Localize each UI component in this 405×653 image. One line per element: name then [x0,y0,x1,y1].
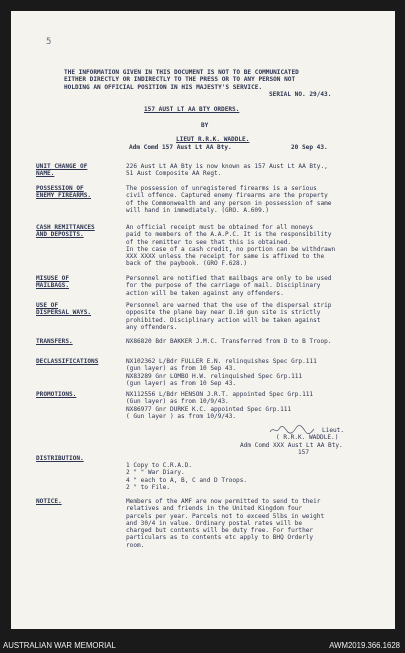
section-text [126,275,388,297]
label-line: USE OF [36,302,59,309]
header-line: EITHER DIRECTLY OR INDIRECTLY TO THE PRESS OR TO ANY PERSON NOT [64,76,296,84]
label-line: POSSESSION OF [36,185,84,192]
text-line: (gun layer) as from 10 Sep 43. [126,379,237,387]
serial-number: SERIAL NO. 29/43. [269,91,332,98]
text-line: action will be taken against any offenders. [126,289,284,297]
orders-title: 157 AUST LT AA BTY ORDERS. [144,106,240,113]
text-line: paid to members of the A.A.P.C. It is the responsibility [126,231,332,239]
text-line: opposite the plane bay near D.10 gun site is strictly [126,309,321,317]
text-line: parcels per year. Parcels not to exceed 5lbs in weight [126,512,325,520]
closing-role: Adm Comd XXX Aust Lt AA Bty. [240,441,343,449]
archive-footer [0,640,405,653]
closing-unit-number: 157 [298,449,310,456]
text-line: 226 Aust Lt AA Bty is now known as 157 Aust Lt AA Bty., [126,163,328,170]
text-line: The possession of unregistered firearms is a serious [126,185,317,192]
text-line: XXX XXXX unless the receipt for same is affixed to the [126,253,325,261]
closing-signature [240,427,390,449]
archive-reference: AWM2019.366.1628 [329,641,400,650]
text-line: An official receipt must be obtained for all moneys [126,224,314,231]
text-line: charged but contents will be duty free. For further [126,527,314,535]
label-line: MAILBAGS. [36,282,70,290]
text-line: room. [126,541,145,549]
section-text [126,302,388,331]
text-line: 51 Aust Composite AA Regt. [126,170,222,178]
text-line: Personnel are notified that mailbags are only to be used [126,275,332,282]
text-line: 1 Copy to C.R.A.D. [126,462,193,469]
label-line: DECLASSIFICATIONS [36,358,99,365]
section-label [36,224,122,239]
text-line: (gun layer) as from 10 Sep 43. [126,365,237,373]
text-line: NX86977 Gnr DURKE K.C. appointed Spec Grp.111 [126,405,292,413]
text-line: of the remitter to see that this is obtained. [126,238,292,246]
text-line: (Gun layer) as from 10/9/43. [126,398,229,406]
label-line: DISPERSAL WAYS. [36,309,92,317]
text-line: particulars as to contents etc apply to BHQ Orderly [126,534,314,542]
text-line: In the case of a cash credit, no portion can be withdrawn [126,245,336,253]
text-line: prohibited. Disciplinary action will be taken against [126,316,321,324]
security-header [64,69,364,91]
label-line: NOTICE. [36,498,62,505]
section-label [36,391,122,398]
closing-rank: Lieut. [322,427,345,434]
section-text [126,224,388,268]
text-line: 2 " " War Diary. [126,469,185,477]
label-line: ENEMY FIREARMS. [36,192,92,200]
section-text [126,462,388,491]
label-line: UNIT CHANGE OF [36,163,88,170]
text-line: Personnel are warned that the use of the dispersal strip [126,302,332,309]
text-line: back of the paybook. (GRO F.628.) [126,260,248,268]
text-line: NX112556 L/Bdr HENSON J.R.T. appointed Spec Grp.111 [126,391,314,398]
text-line: NX83289 Gnr LOMBO H.W. relinquished Spec Grp.111 [126,372,303,380]
section-text [126,163,388,178]
text-line: relatives and friends in the United Kingdom four [126,505,303,513]
text-line: for the purpose of the carriage of mail. Disciplinary [126,282,321,290]
label-line: CASH REMITTANCES [36,224,95,231]
text-line: civil offence. Captured enemy firearms are the property [126,192,328,200]
document-page [11,11,395,629]
text-line: 2 " to File. [126,483,171,491]
text-line: NX86820 Bdr BAKKER J.M.C. Transferred from D to B Troop. [126,338,332,345]
section-text [126,391,388,420]
section-label [36,358,122,365]
label-line: DISTRIBUTION. [36,455,84,462]
text-line: of the Commonwealth and any person in possession of same [126,199,332,207]
header-line: HOLDING AN OFFICIAL POSITION IN HIS MAJESTY'S SERVICE. [64,83,263,91]
section-label [36,275,122,290]
section-text [126,185,388,214]
corner-mark: 5 [46,37,52,47]
text-line: and 30/4 in value. Ordinary postal rates will be [126,519,303,527]
order-date: 20 Sep 43. [291,144,328,151]
archive-name: AUSTRALIAN WAR MEMORIAL [3,641,116,650]
label-line: TRANSFERS. [36,338,73,345]
text-line: NX102362 L/Bdr FULLER E.N. relinquishes Spec Grp.111 [126,358,317,365]
text-line: 4 " each to A, B, C and D Troops. [126,476,248,484]
section-label [36,338,122,345]
text-line: any offenders. [126,323,178,331]
label-line: AND DEPOSITS. [36,231,84,239]
section-label [36,302,122,317]
closing-name: ( R.R.K. WADDLE.) [276,434,339,442]
section-text [126,358,388,387]
section-label [36,163,122,178]
label-line: NAME. [36,170,55,178]
section-label [36,185,122,200]
signatory-name: LIEUT R.R.K. WADDLE. [176,136,250,143]
section-text [126,498,388,549]
text-line: Members of the AMF are now permitted to send to their [126,498,321,505]
signatory-role: Adm Comd 157 Aust Lt AA Bty. [129,144,232,151]
label-line: PROMOTIONS. [36,391,77,398]
text-line: will hand in immediately. (GRO. A.609.) [126,206,270,214]
text-line: ( Gun layer ) as from 10/9/43. [126,412,237,420]
header-line: THE INFORMATION GIVEN IN THIS DOCUMENT IS NOT TO BE COMMUNICATED [64,69,299,76]
section-label [36,498,122,505]
by-label: BY [201,122,209,129]
label-line: MISUSE OF [36,275,70,282]
section-text [126,338,388,345]
section-label [36,455,122,462]
